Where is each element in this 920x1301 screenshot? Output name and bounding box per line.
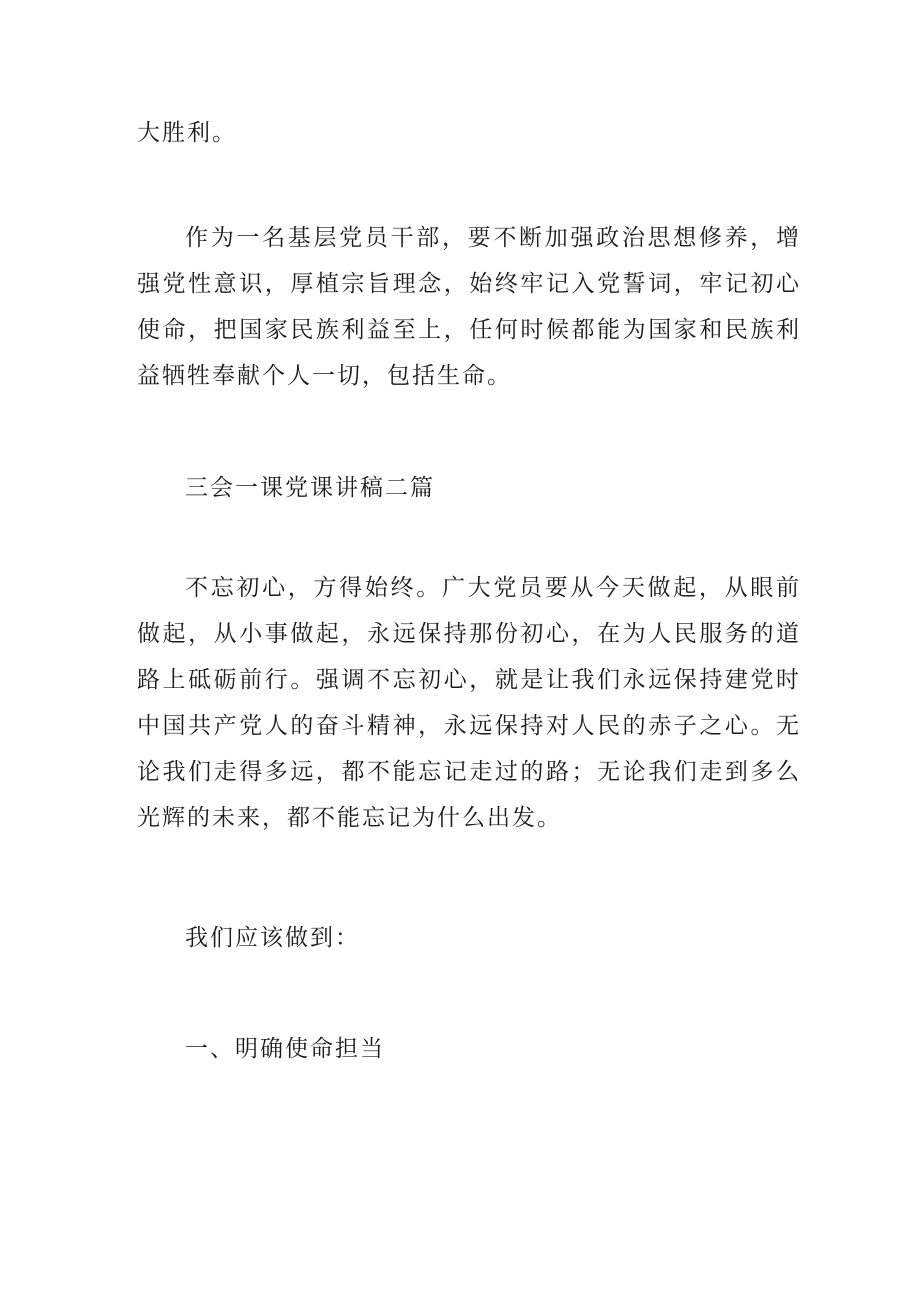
- paragraph-continuation: 大胜利。: [137, 120, 237, 146]
- paragraph-should-do: 我们应该做到：: [185, 925, 360, 951]
- paragraph-party-cadre: 作为一名基层党员干部，要不断加强政治思想修养，增强党性意识，厚植宗旨理念，始终牢记入党誓词，牢记初心使命，把国家民族利益至上，任何时候都能为国家和民族利益牺牲奉献个人一切，包括生命。: [137, 225, 801, 389]
- heading-point-one: 一、明确使命担当: [185, 1036, 385, 1062]
- section-title: 三会一课党课讲稿二篇: [185, 475, 435, 501]
- paragraph-original-aspiration: 不忘初心，方得始终。广大党员要从今天做起，从眼前做起，从小事做起，永远保持那份初心，在为人民服务的道路上砥砺前行。强调不忘初心，就是让我们永远保持建党时中国共产党人的奋斗精神，永远保持对人民的赤子之心。无论我们走得多远，都不能忘记走过的路；无论我们走到多么光辉的未来，都不能忘记为什么出发。: [137, 575, 801, 831]
